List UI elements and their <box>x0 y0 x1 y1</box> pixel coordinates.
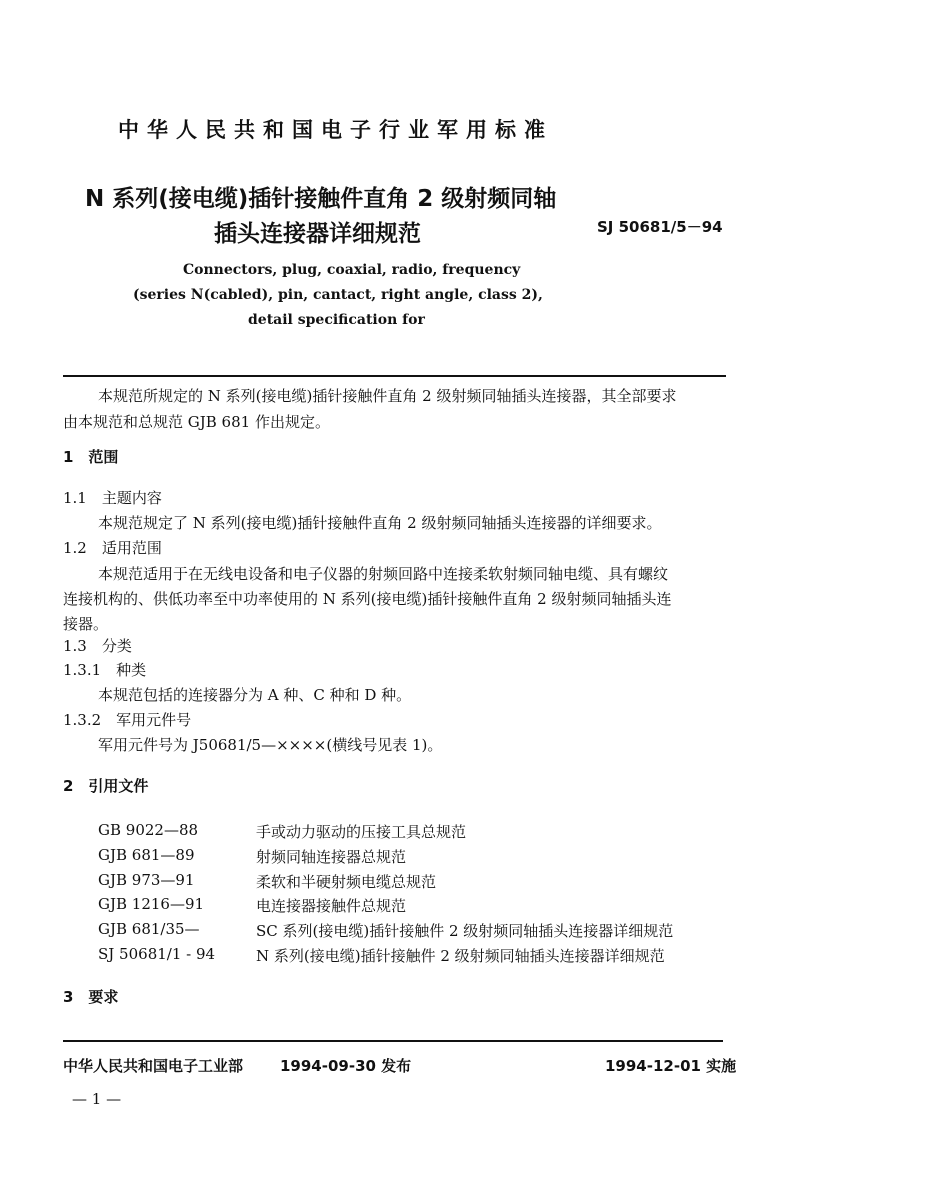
section-1-2-text-line2: 连接机构的、供低功率至中功率使用的 N 系列(接电缆)插针接触件直角 2 级射频同轴插头连 <box>63 590 672 608</box>
issuer: 中华人民共和国电子工业部 <box>63 1057 244 1075</box>
section-1-1-heading: 1.1 主题内容 <box>63 489 162 507</box>
reference-title: 手或动力驱动的压接工具总规范 <box>256 823 467 841</box>
reference-title: N 系列(接电缆)插针接触件 2 级射频同轴插头连接器详细规范 <box>256 947 665 965</box>
footer-rule <box>63 1040 723 1042</box>
title-en-line3: detail specification for <box>248 312 425 328</box>
title-cn-line1: N 系列(接电缆)插针接触件直角 2 级射频同轴 <box>85 186 557 212</box>
section-2-heading: 2 引用文件 <box>63 777 149 795</box>
reference-code: GJB 973—91 <box>98 871 195 889</box>
reference-code: GJB 681/35— <box>98 920 200 938</box>
section-1-2-text-line3: 接器。 <box>63 615 109 633</box>
section-1-3-2-text: 军用元件号为 J50681/5—××××(横线号见表 1)。 <box>98 736 443 754</box>
title-en-line1: Connectors, plug, coaxial, radio, frequency <box>183 262 521 278</box>
section-1-3-heading: 1.3 分类 <box>63 637 132 655</box>
reference-title: SC 系列(接电缆)插针接触件 2 级射频同轴插头连接器详细规范 <box>256 922 674 940</box>
issue-date: 1994-09-30 发布 <box>280 1057 412 1075</box>
reference-title: 柔软和半硬射频电缆总规范 <box>256 873 437 891</box>
title-cn-line2: 插头连接器详细规范 <box>214 221 421 247</box>
section-1-heading: 1 范围 <box>63 448 119 466</box>
section-3-heading: 3 要求 <box>63 988 119 1006</box>
header-rule <box>63 375 726 377</box>
section-1-3-1-text: 本规范包括的连接器分为 A 种、C 种和 D 种。 <box>98 686 412 704</box>
effective-date: 1994-12-01 实施 <box>605 1057 737 1075</box>
reference-title: 射频同轴连接器总规范 <box>256 848 407 866</box>
reference-code: GB 9022—88 <box>98 821 199 839</box>
reference-code: GJB 1216—91 <box>98 895 205 913</box>
reference-code: GJB 681—89 <box>98 846 195 864</box>
intro-line1: 本规范所规定的 N 系列(接电缆)插针接触件直角 2 级射频同轴插头连接器，其全部要求 <box>98 387 677 405</box>
reference-title: 电连接器接触件总规范 <box>256 897 407 915</box>
section-1-2-text-line1: 本规范适用于在无线电设备和电子仪器的射频回路中连接柔软射频同轴电缆、具有螺纹 <box>98 565 669 583</box>
page-number: — 1 — <box>72 1090 122 1108</box>
section-1-2-heading: 1.2 适用范围 <box>63 539 162 557</box>
section-1-3-2-heading: 1.3.2 军用元件号 <box>63 711 192 729</box>
title-en-line2: (series N(cabled), pin, cantact, right angle, class 2), <box>133 287 543 303</box>
standard-type-heading: 中华人民共和国电子行业军用标准 <box>118 118 553 142</box>
section-1-3-1-heading: 1.3.1 种类 <box>63 661 147 679</box>
reference-code: SJ 50681/1 - 94 <box>98 945 216 963</box>
standard-number: SJ 50681/5－94 <box>597 218 723 236</box>
section-1-1-text: 本规范规定了 N 系列(接电缆)插针接触件直角 2 级射频同轴插头连接器的详细要求。 <box>98 514 662 532</box>
intro-line2: 由本规范和总规范 GJB 681 作出规定。 <box>63 413 330 431</box>
